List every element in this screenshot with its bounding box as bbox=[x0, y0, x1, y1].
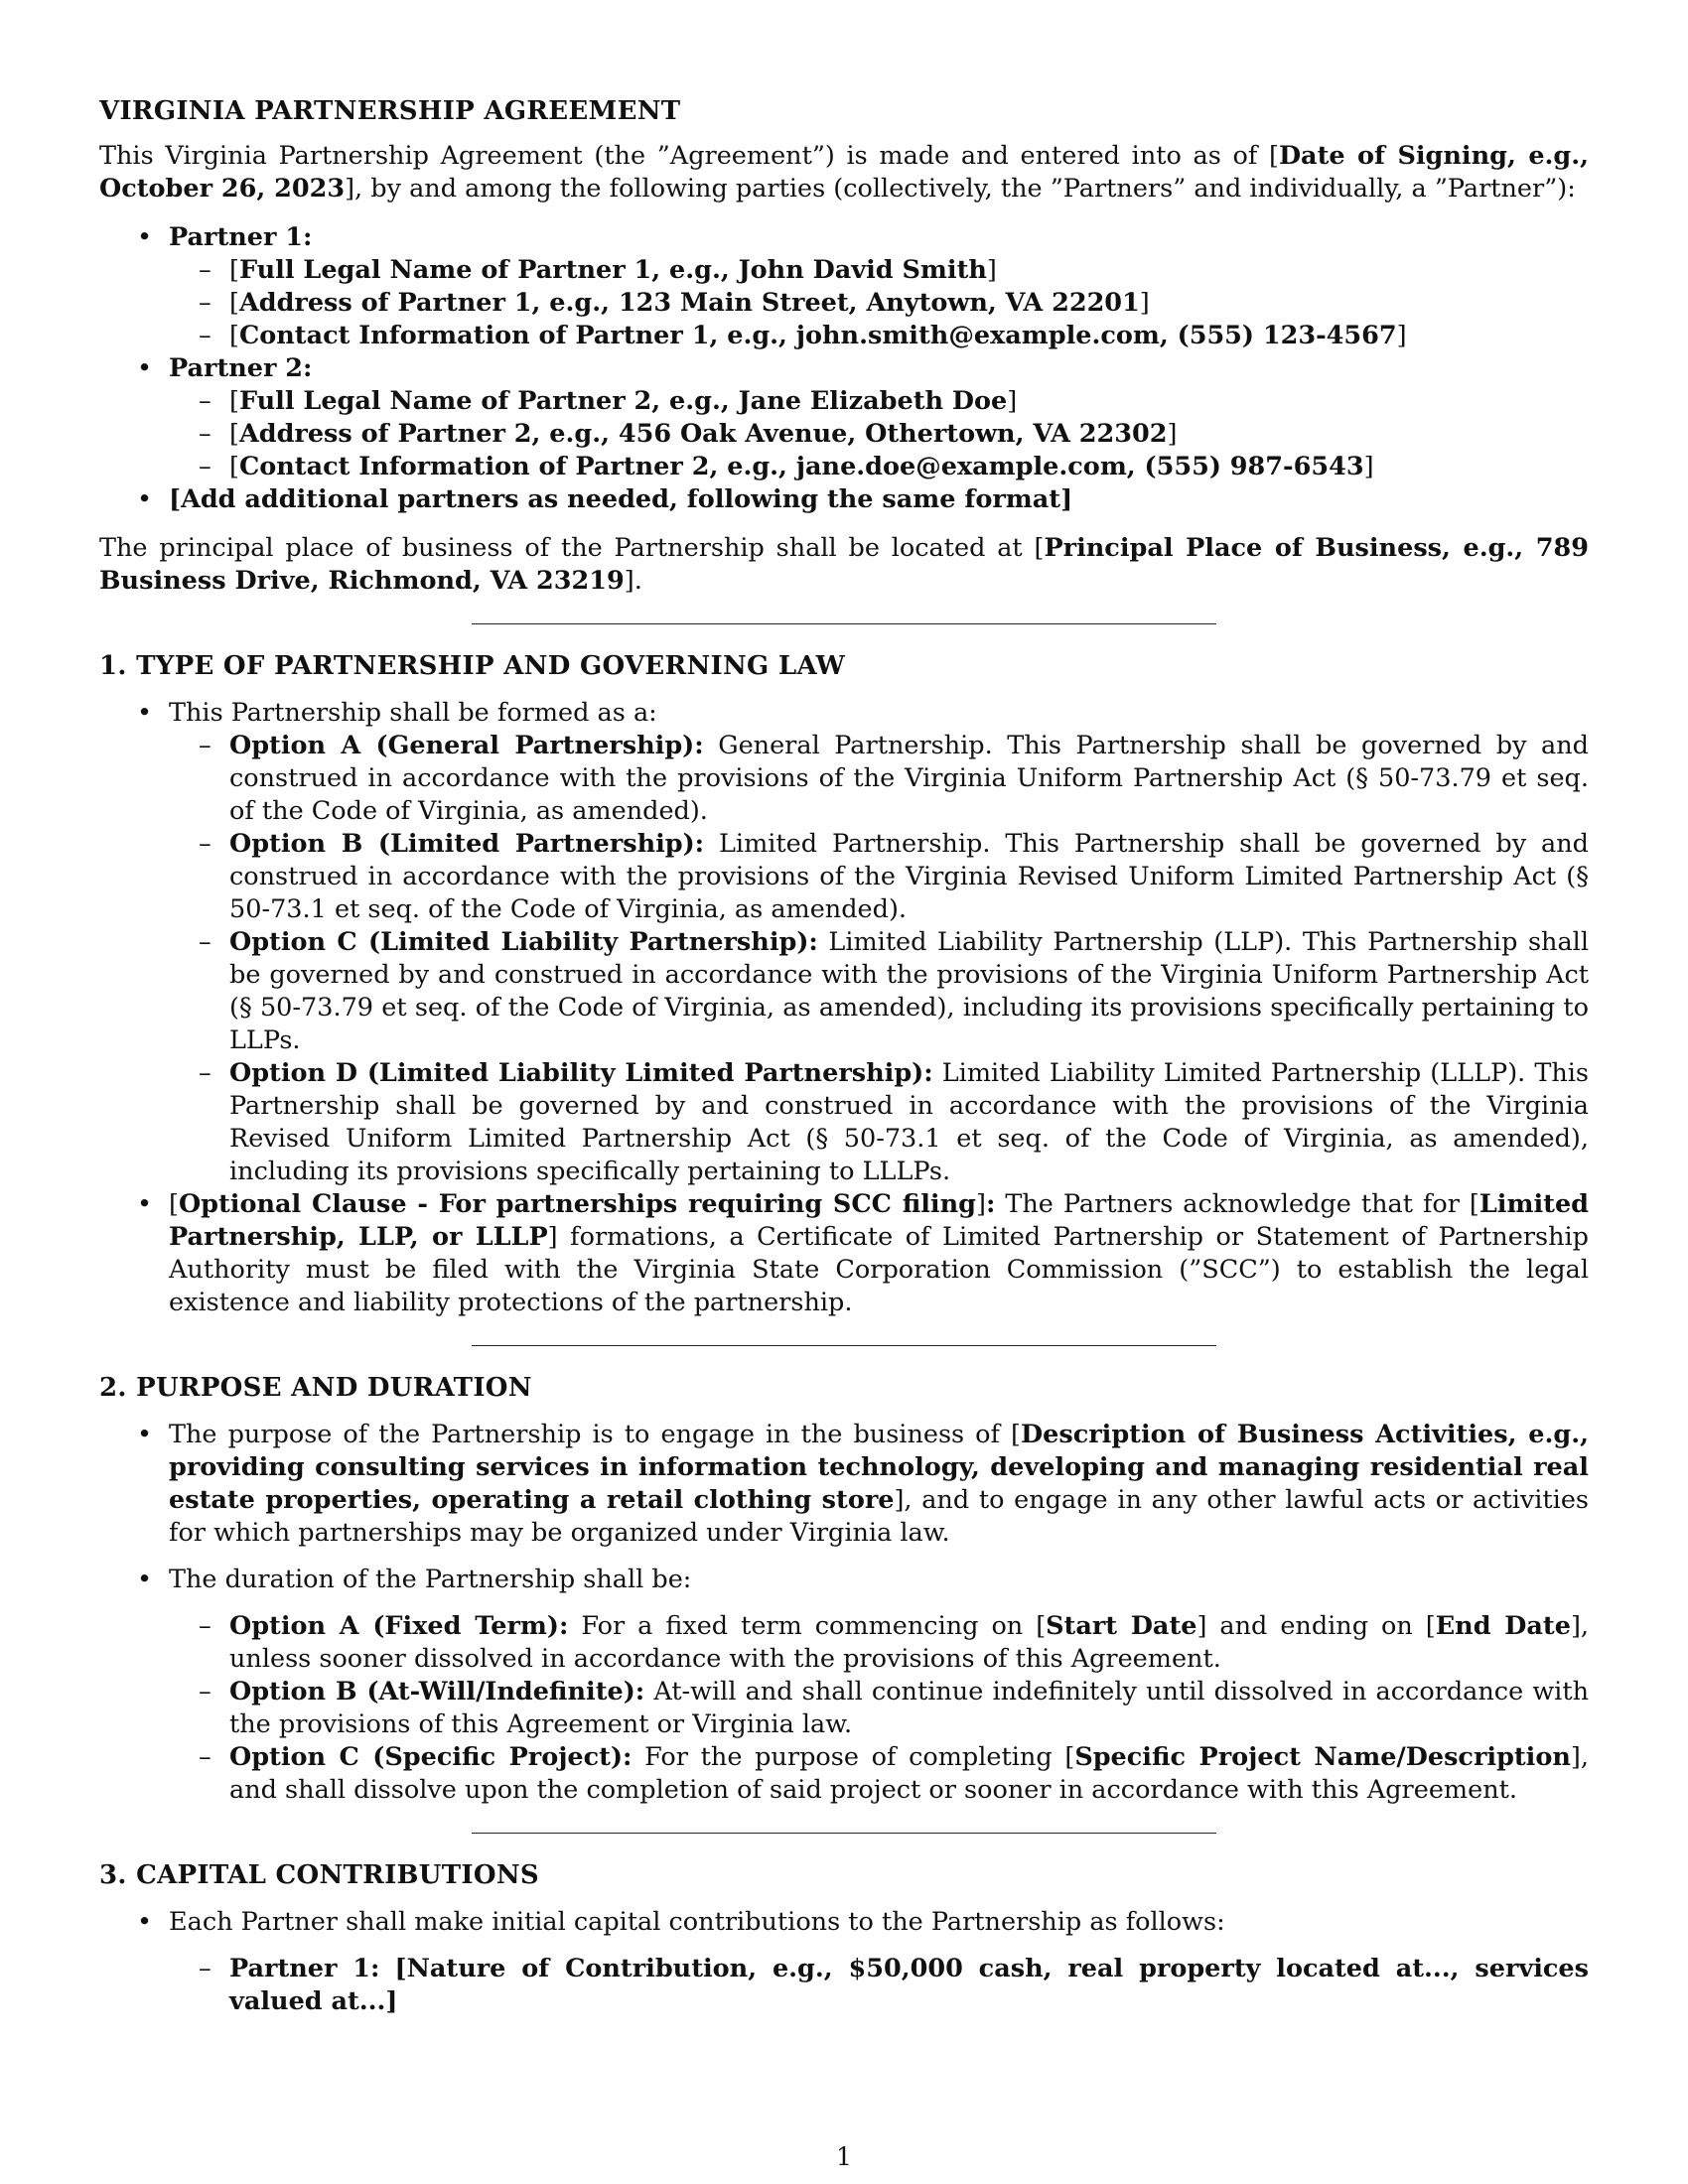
section-3-list bbox=[99, 1906, 1589, 2018]
signing-date-placeholder: Date of Signing, e.g., October 26, 2023 bbox=[99, 141, 1590, 204]
purpose-item: • The purpose of the Partnership is to engage in the business of [Description of Business Activities, e.g., providing consulting services in information technology, developing and managing residential real estate properties, operating a retail clothing store], and to engage in any other lawful acts or activities for which partnerships may be organized under Virginia law. bbox=[99, 1419, 1589, 1550]
partner-contact: – [Contact Information of Partner 2, e.g., jane.doe@example.com, (555) 987-6543] bbox=[169, 451, 1589, 483]
principal-place-paragraph: The principal place of business of the Partnership shall be located at [Principal Place of Business, e.g., 789 Business Drive, Richmond, VA 23219]. bbox=[99, 533, 1590, 596]
intro-paragraph: This Virginia Partnership Agreement (the ”Agreement”) is made and entered into as of [Date of Signing, e.g., October 26, 2023], by and among the following parties (collectively, the ”Partners” and individually, a ”Partner”): bbox=[99, 141, 1590, 204]
section-3-heading: 3. CAPITAL CONTRIBUTIONS bbox=[99, 1860, 539, 1890]
partner-name: – [Full Legal Name of Partner 2, e.g., Jane Elizabeth Doe] bbox=[169, 385, 1589, 418]
section-2-list bbox=[99, 1419, 1589, 1807]
partner-list bbox=[99, 221, 1589, 516]
document-title: VIRGINIA PARTNERSHIP AGREEMENT bbox=[99, 96, 681, 126]
section-divider bbox=[472, 623, 1216, 624]
list-item: • Each Partner shall make initial capital contributions to the Partnership as follows: – Partner 1: [Nature of Contribution, e.g., $50,000 cash, real property located at..., services valued at...] bbox=[99, 1906, 1589, 2018]
page-number: 1 bbox=[836, 2142, 852, 2171]
scc-clause: • [Optional Clause - For partnerships requiring SCC filing]: The Partners acknowledge that for [Limited Partnership, LLP, or LLLP] formations, a Certificate of Limited Partnership or Statement of Partnership Authority must be filed with the Virginia State Corporation Commission (”SCC”) to establish the legal existence and liability protections of the partnership. bbox=[99, 1188, 1589, 1319]
option-item: – Option B (Limited Partnership): Limited Partnership. This Partnership shall be governed by and construed in accordance with the provisions of the Virginia Revised Uniform Limited Partnership Act (§ 50-73.1 et seq. of the Code of Virginia, as amended). bbox=[169, 828, 1589, 926]
section-2-heading: 2. PURPOSE AND DURATION bbox=[99, 1373, 532, 1403]
section-divider bbox=[472, 1833, 1216, 1834]
duration-item: • The duration of the Partnership shall be: – Option A (Fixed Term): For a fixed term commencing on [Start Date] and ending on [End Date], unless sooner dissolved in accordance with the provisions of this Agreement. – Option B (At-Will/Indefinite): At-will and shall continue indefinitely until dissolved in accordance with the provisions of this Agreement or Virginia law. – Option C (Specific Project): For the purpose of completing [Specific Project Name/Description], and shall dissolve upon the completion of said project or sooner in accordance with this Agreement. bbox=[99, 1564, 1589, 1807]
partner-item: • Partner 1: – [Full Legal Name of Partner 1, e.g., John David Smith] – [Address of Partner 1, e.g., 123 Main Street, Anytown, VA 22201] – [Contact Information of Partner 1, e.g., john.smith@example.com, (555) 123-4567] bbox=[99, 221, 1589, 352]
option-item: – Option C (Limited Liability Partnership): Limited Liability Partnership (LLP). This Partnership shall be governed by and construed in accordance with the provisions of the Virginia Uniform Partnership Act (§ 50-73.79 et seq. of the Code of Virginia, as amended), including its provisions specifically pertaining to LLPs. bbox=[169, 926, 1589, 1057]
option-item: – Option C (Specific Project): For the purpose of completing [Specific Project Name/Description], and shall dissolve upon the completion of said project or sooner in accordance with this Agreement. bbox=[169, 1741, 1589, 1807]
section-divider bbox=[472, 1345, 1216, 1346]
add-partners-note: • [Add additional partners as needed, following the same format] bbox=[99, 483, 1589, 516]
partner-address: – [Address of Partner 2, e.g., 456 Oak Avenue, Othertown, VA 22302] bbox=[169, 418, 1589, 451]
partner-item: • Partner 2: – [Full Legal Name of Partner 2, e.g., Jane Elizabeth Doe] – [Address of Partner 2, e.g., 456 Oak Avenue, Othertown, VA 22302] – [Contact Information of Partner 2, e.g., jane.doe@example.com, (555) 987-6543] bbox=[99, 352, 1589, 483]
section-1-heading: 1. TYPE OF PARTNERSHIP AND GOVERNING LAW bbox=[99, 651, 846, 681]
option-item: – Option A (Fixed Term): For a fixed term commencing on [Start Date] and ending on [End Date], unless sooner dissolved in accordance with the provisions of this Agreement. bbox=[169, 1610, 1589, 1676]
option-item: – Option B (At-Will/Indefinite): At-will and shall continue indefinitely until dissolved in accordance with the provisions of this Agreement or Virginia law. bbox=[169, 1676, 1589, 1741]
partner-contact: – [Contact Information of Partner 1, e.g., john.smith@example.com, (555) 123-4567] bbox=[169, 320, 1589, 352]
option-item: – Option D (Limited Liability Limited Partnership): Limited Liability Limited Partnership (LLLP). This Partnership shall be governed by and construed in accordance with the provisions of the Virginia Revised Uniform Limited Partnership Act (§ 50-73.1 et seq. of the Code of Virginia, as amended), including its provisions specifically pertaining to LLLPs. bbox=[169, 1057, 1589, 1188]
partner-address: – [Address of Partner 1, e.g., 123 Main Street, Anytown, VA 22201] bbox=[169, 287, 1589, 320]
contribution-item: – Partner 1: [Nature of Contribution, e.g., $50,000 cash, real property located at..., services valued at...] bbox=[169, 1953, 1589, 2018]
partner-name: – [Full Legal Name of Partner 1, e.g., John David Smith] bbox=[169, 254, 1589, 287]
section-1-list bbox=[99, 697, 1589, 1319]
list-item: • This Partnership shall be formed as a: – Option A (General Partnership): General Partnership. This Partnership shall be governed by and construed in accordance with the provisions of the Virginia Uniform Partnership Act (§ 50-73.79 et seq. of the Code of Virginia, as amended). – Option B (Limited Partnership): Limited Partnership. This Partnership shall be governed by and construed in accordance with the provisions of the Virginia Revised Uniform Limited Partnership Act (§ 50-73.1 et seq. of the Code of Virginia, as amended). – Option C (Limited Liability Partnership): Limited Liability Partnership (LLP). This Partnership shall be governed by and construed in accordance with the provisions of the Virginia Uniform Partnership Act (§ 50-73.79 et seq. of the Code of Virginia, as amended), including its provisions specifically pertaining to LLPs. – Option D (Limited Liability Limited Partnership): Limited Liability Limited Partnership (LLLP). This Partnership shall be governed by and construed in accordance with the provisions of the Virginia Revised Uniform Limited Partnership Act (§ 50-73.1 et seq. of the Code of Virginia, as amended), including its provisions specifically pertaining to LLLPs. bbox=[99, 697, 1589, 1188]
option-item: – Option A (General Partnership): General Partnership. This Partnership shall be governed by and construed in accordance with the provisions of the Virginia Uniform Partnership Act (§ 50-73.79 et seq. of the Code of Virginia, as amended). bbox=[169, 730, 1589, 828]
